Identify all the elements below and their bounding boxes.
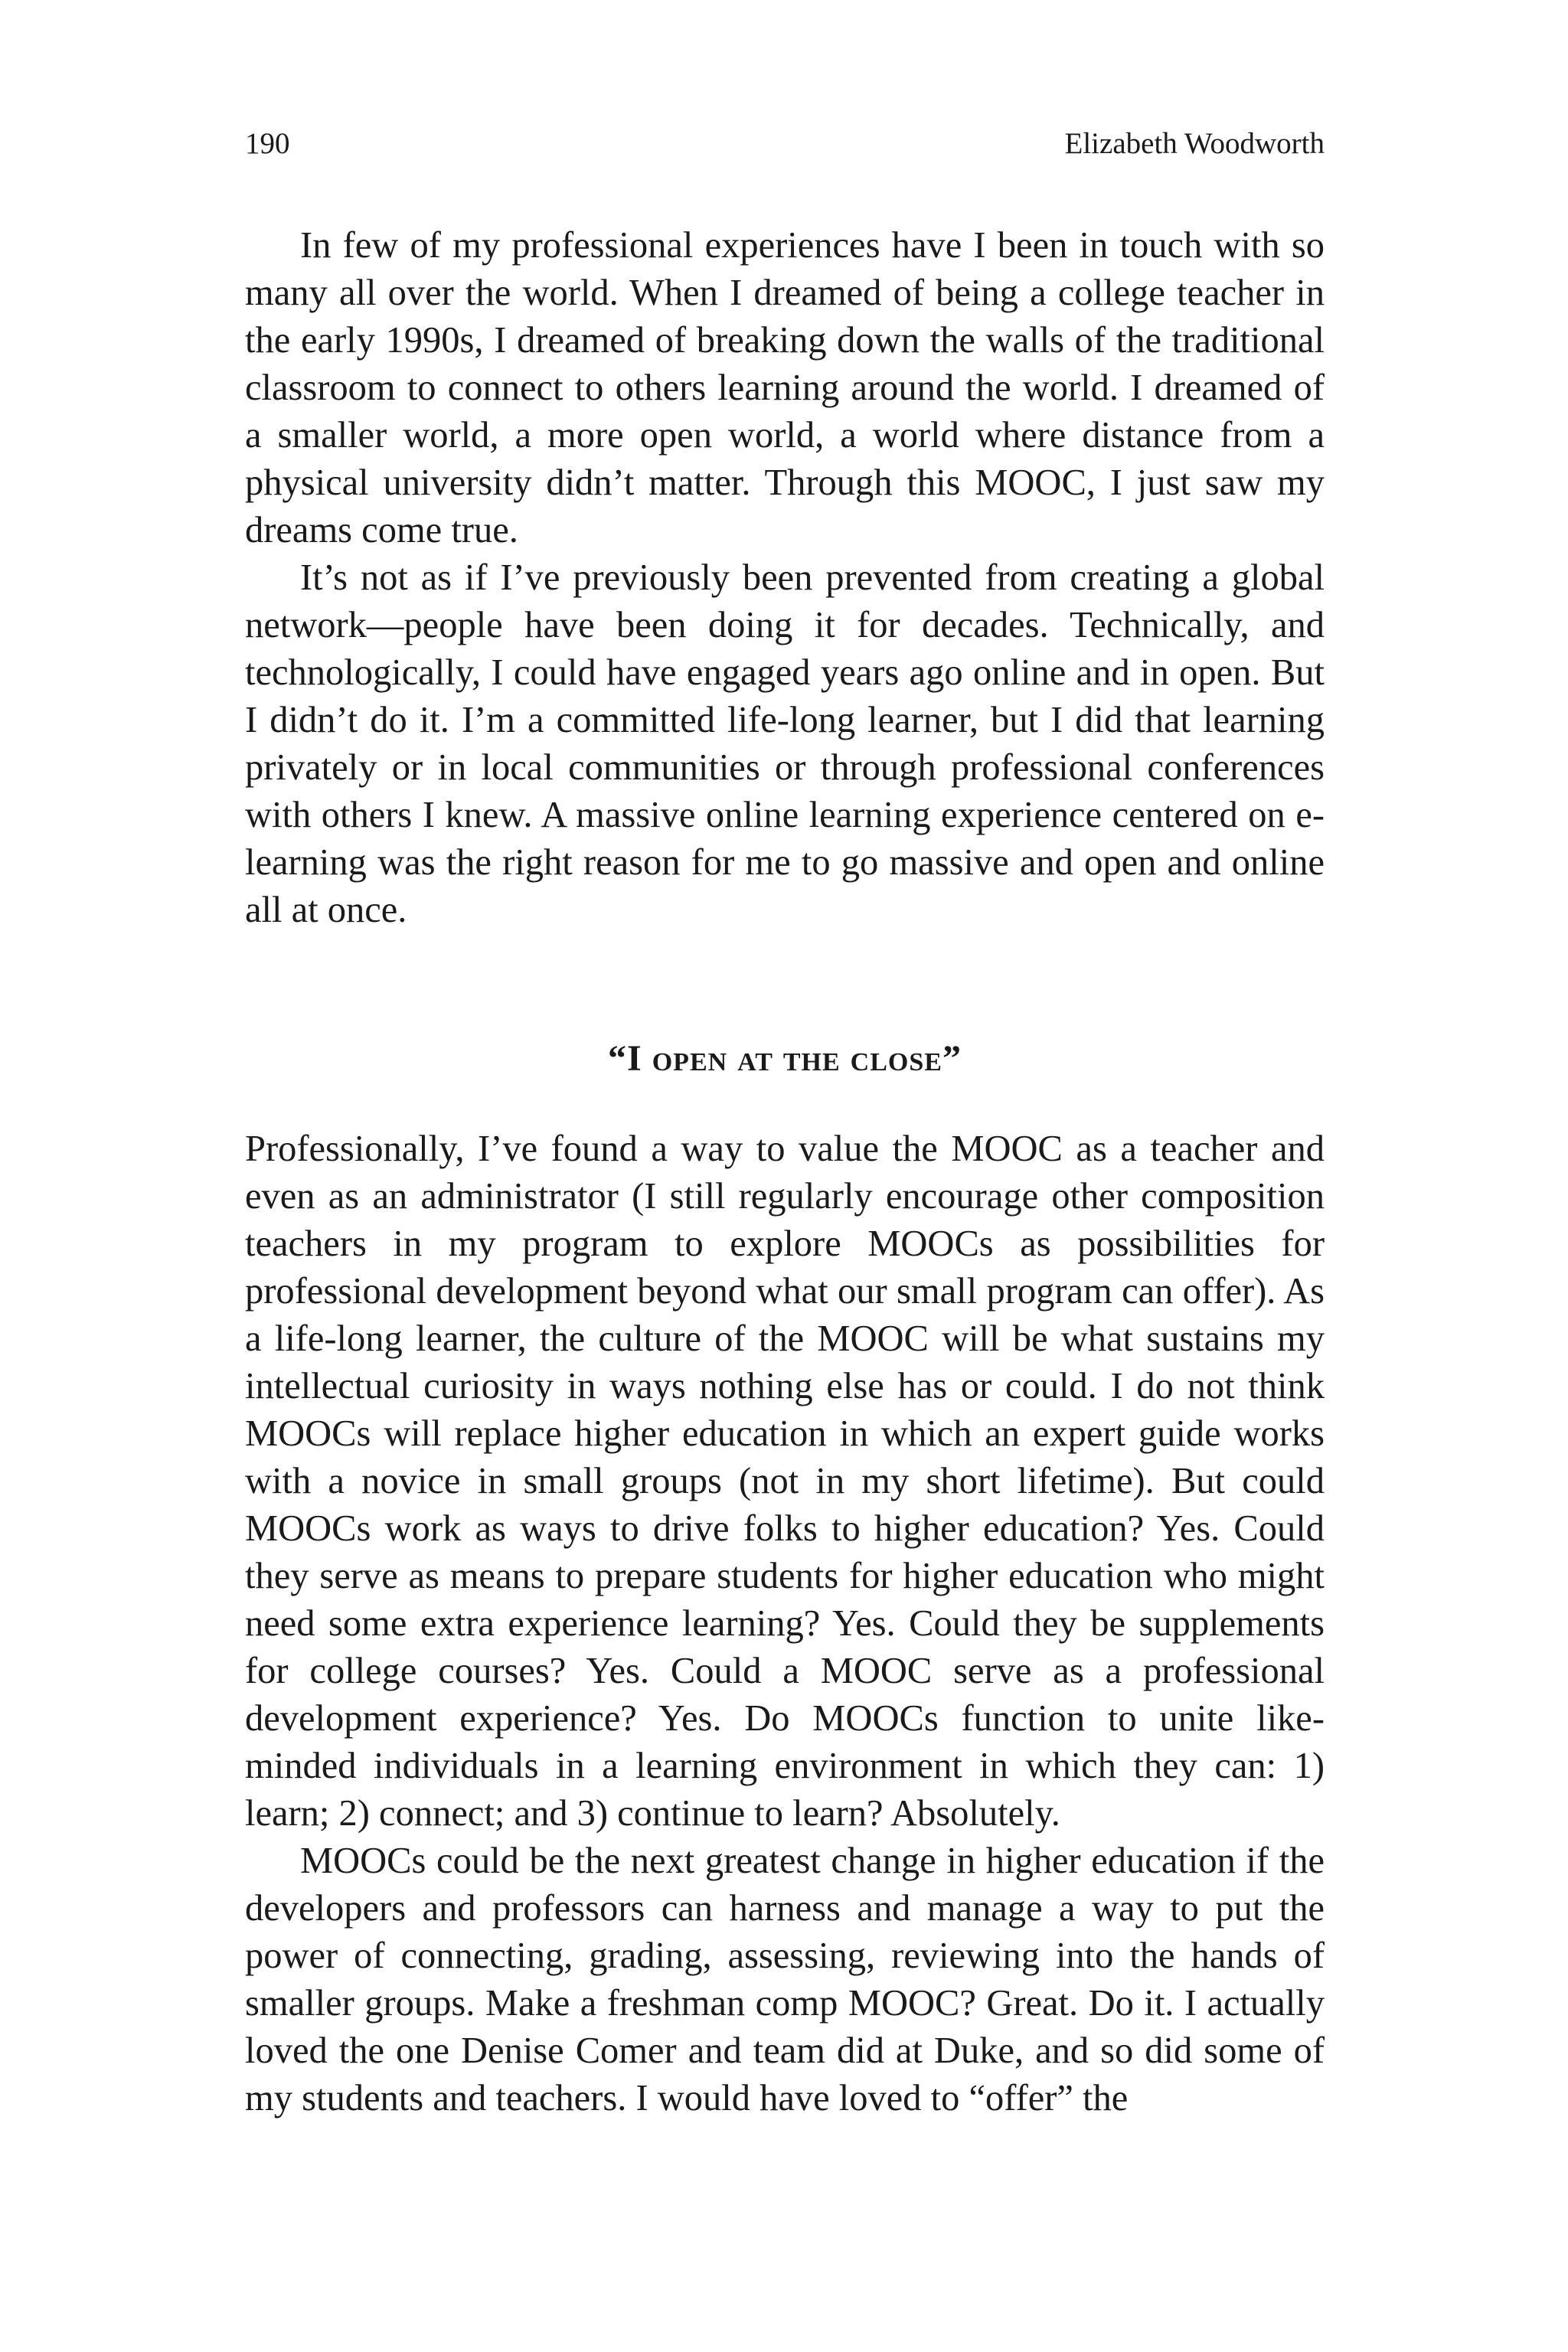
paragraph: In few of my professional experiences have I been in touch with so many all over the world. When I dreamed of being a college teacher in the early 1990s, I dreamed of breaking down the walls of the traditional classroom to connect to others learning around the world. I dreamed of a smaller world, a more open world, a world where distance from a physical university didn’t matter. Through this MOOC, I just saw my dreams come true. [245, 225, 1325, 550]
section-body-top [245, 222, 1325, 934]
paragraph: It’s not as if I’ve previously been prevented from creating a global network—people have been doing it for decades. Technically, and technologically, I could have engaged years ago online and in open. But I didn’t do it. I’m a committed life-long learner, but I did that learning privately or in local communities or through professional conferences with others I knew. A massive online learning experience centered on e-learning was the right reason for me to go massive and open and online all at once. [245, 557, 1325, 930]
running-header [245, 122, 1325, 165]
paragraph: Professionally, I’ve found a way to value the MOOC as a teacher and even as an administrator (I still regularly encourage other composition teachers in my program to explore MOOCs as possibilities for professional development beyond what our small program can offer). As a life-long learner, the culture of the MOOC will be what sustains my intellectual curiosity in ways nothing else has or could. I do not think MOOCs will replace higher education in which an expert guide works with a novice in small groups (not in my short lifetime). But could MOOCs work as ways to drive folks to higher education? Yes. Could they serve as means to prepare students for higher education who might need some extra experience learning? Yes. Could they be supplements for college courses? Yes. Could a MOOC serve as a professional development experience? Yes. Do MOOCs function to unite like-minded individuals in a learning environment in which they can: 1) learn; 2) connect; and 3) continue to learn? Absolutely. [245, 1129, 1325, 1834]
section-heading: “I open at the close” [608, 1038, 962, 1079]
section-body-bottom [245, 1125, 1325, 2122]
paragraph: MOOCs could be the next greatest change in higher education if the developers and professors can harness and manage a way to put the power of connecting, grading, assessing, reviewing into the hands of smaller groups. Make a freshman comp MOOC? Great. Do it. I actually loved the one Denise Comer and team did at Duke, and so did some of my students and teachers. I would have loved to “offer” the [245, 1841, 1325, 2118]
page-number: 190 [245, 127, 290, 160]
running-head-author: Elizabeth Woodworth [1064, 127, 1325, 160]
